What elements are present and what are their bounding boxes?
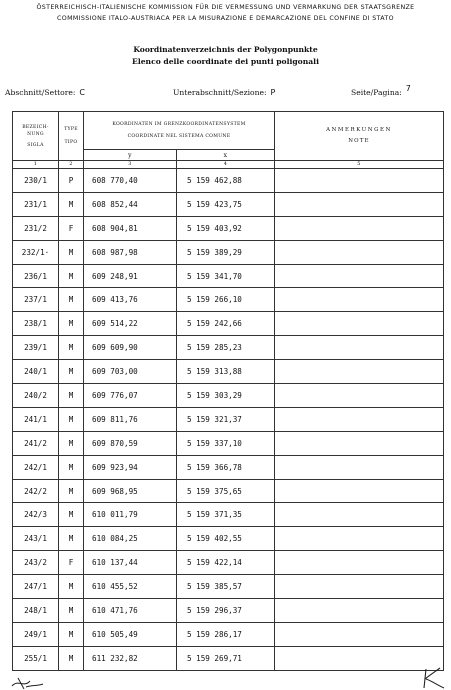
coord-x: 5 159 371,35 bbox=[177, 503, 275, 527]
coord-x: 5 159 341,70 bbox=[177, 264, 275, 288]
table-row bbox=[13, 169, 444, 193]
point-id: 241/1 bbox=[13, 407, 59, 431]
point-type: M bbox=[59, 455, 84, 479]
point-type: M bbox=[59, 264, 84, 288]
note-cell bbox=[275, 288, 444, 312]
coord-x: 5 159 385,57 bbox=[177, 575, 275, 599]
header-x: x bbox=[177, 150, 275, 161]
coord-y: 610 455,52 bbox=[84, 575, 177, 599]
col-number: 3 bbox=[84, 161, 177, 169]
coord-x: 5 159 269,71 bbox=[177, 646, 275, 670]
note-cell bbox=[275, 455, 444, 479]
point-type: F bbox=[59, 551, 84, 575]
point-type: M bbox=[59, 599, 84, 623]
coord-y: 608 904,81 bbox=[84, 216, 177, 240]
table-row bbox=[13, 192, 444, 216]
header-tipo-line: TYPE bbox=[64, 127, 78, 132]
table-row bbox=[13, 312, 444, 336]
note-cell bbox=[275, 407, 444, 431]
point-id: 243/2 bbox=[13, 551, 59, 575]
coord-y: 609 413,76 bbox=[84, 288, 177, 312]
note-cell bbox=[275, 479, 444, 503]
table-row bbox=[13, 646, 444, 670]
point-type: M bbox=[59, 407, 84, 431]
abschnitt-value: C bbox=[79, 88, 86, 97]
header-sigla bbox=[13, 112, 59, 161]
point-id: 248/1 bbox=[13, 599, 59, 623]
point-id: 238/1 bbox=[13, 312, 59, 336]
coord-y: 611 232,82 bbox=[84, 646, 177, 670]
coord-x: 5 159 242,66 bbox=[177, 312, 275, 336]
coord-y: 609 811,76 bbox=[84, 407, 177, 431]
col-number: 2 bbox=[59, 161, 84, 169]
col-number: 4 bbox=[177, 161, 275, 169]
point-id: 230/1 bbox=[13, 169, 59, 193]
coord-y: 610 505,49 bbox=[84, 622, 177, 646]
note-cell bbox=[275, 240, 444, 264]
handwritten-initials-left bbox=[10, 676, 44, 690]
coord-y: 610 011,79 bbox=[84, 503, 177, 527]
coord-x: 5 159 389,29 bbox=[177, 240, 275, 264]
coord-x: 5 159 375,65 bbox=[177, 479, 275, 503]
point-type: M bbox=[59, 312, 84, 336]
point-type: M bbox=[59, 503, 84, 527]
point-type: M bbox=[59, 575, 84, 599]
note-cell bbox=[275, 431, 444, 455]
table-row bbox=[13, 479, 444, 503]
table-row bbox=[13, 264, 444, 288]
point-id: 247/1 bbox=[13, 575, 59, 599]
header-sigla-line: BEZEICH- bbox=[22, 124, 49, 130]
table-row bbox=[13, 575, 444, 599]
point-id: 241/2 bbox=[13, 431, 59, 455]
point-type: P bbox=[59, 169, 84, 193]
table-row bbox=[13, 503, 444, 527]
coord-y: 609 609,90 bbox=[84, 336, 177, 360]
col-number: 1 bbox=[13, 161, 59, 169]
point-type: M bbox=[59, 240, 84, 264]
header-coordinates bbox=[84, 112, 275, 150]
header-sigla-line: SIGLA bbox=[27, 142, 44, 148]
coord-x: 5 159 321,37 bbox=[177, 407, 275, 431]
table-row bbox=[13, 622, 444, 646]
header-sigla-line: NUNG bbox=[27, 131, 44, 137]
coord-y: 609 923,94 bbox=[84, 455, 177, 479]
header-notes-line: NOTE bbox=[348, 138, 370, 144]
point-type: M bbox=[59, 384, 84, 408]
table-row bbox=[13, 288, 444, 312]
point-id: 242/3 bbox=[13, 503, 59, 527]
point-id: 240/1 bbox=[13, 360, 59, 384]
note-cell bbox=[275, 646, 444, 670]
coord-y: 609 870,59 bbox=[84, 431, 177, 455]
handwritten-initials-right bbox=[420, 667, 446, 689]
point-id: 242/2 bbox=[13, 479, 59, 503]
unterabschnitt-value: P bbox=[270, 88, 276, 97]
coord-y: 610 137,44 bbox=[84, 551, 177, 575]
coord-x: 5 159 303,29 bbox=[177, 384, 275, 408]
point-id: 231/2 bbox=[13, 216, 59, 240]
coord-x: 5 159 313,88 bbox=[177, 360, 275, 384]
point-type: M bbox=[59, 360, 84, 384]
note-cell bbox=[275, 551, 444, 575]
coord-y: 608 770,40 bbox=[84, 169, 177, 193]
table-row bbox=[13, 216, 444, 240]
table-row bbox=[13, 551, 444, 575]
note-cell bbox=[275, 360, 444, 384]
coord-y: 609 514,22 bbox=[84, 312, 177, 336]
point-id: 242/1 bbox=[13, 455, 59, 479]
header-notes-line: ANMERKUNGEN bbox=[326, 127, 392, 133]
note-cell bbox=[275, 384, 444, 408]
coordinate-table bbox=[12, 111, 444, 671]
col-number: 5 bbox=[275, 161, 444, 169]
header-y: y bbox=[84, 150, 177, 161]
note-cell bbox=[275, 192, 444, 216]
coord-x: 5 159 403,92 bbox=[177, 216, 275, 240]
note-cell bbox=[275, 599, 444, 623]
coord-x: 5 159 402,55 bbox=[177, 527, 275, 551]
table-row bbox=[13, 407, 444, 431]
point-id: 243/1 bbox=[13, 527, 59, 551]
point-id: 240/2 bbox=[13, 384, 59, 408]
point-type: M bbox=[59, 622, 84, 646]
document-title-italian: Elenco delle coordinate dei punti poligonali bbox=[132, 57, 319, 66]
point-type: M bbox=[59, 527, 84, 551]
commission-title-german: ÖSTERREICHISCH-ITALIENISCHE KOMMISSION FÜR DIE VERMESSUNG UND VERMARKUNG DER STAATSGRENZE bbox=[36, 4, 415, 11]
point-type: M bbox=[59, 431, 84, 455]
header-tipo bbox=[59, 112, 84, 161]
point-type: M bbox=[59, 192, 84, 216]
note-cell bbox=[275, 169, 444, 193]
coord-x: 5 159 337,10 bbox=[177, 431, 275, 455]
coord-x: 5 159 462,88 bbox=[177, 169, 275, 193]
coord-x: 5 159 296,37 bbox=[177, 599, 275, 623]
coord-y: 609 776,07 bbox=[84, 384, 177, 408]
coord-x: 5 159 422,14 bbox=[177, 551, 275, 575]
header-notes bbox=[275, 112, 444, 161]
table-row bbox=[13, 384, 444, 408]
point-type: M bbox=[59, 336, 84, 360]
note-cell bbox=[275, 527, 444, 551]
coord-x: 5 159 286,17 bbox=[177, 622, 275, 646]
table-row bbox=[13, 336, 444, 360]
point-id: 232/1· bbox=[13, 240, 59, 264]
coord-x: 5 159 366,78 bbox=[177, 455, 275, 479]
coord-y: 609 968,95 bbox=[84, 479, 177, 503]
coord-x: 5 159 423,75 bbox=[177, 192, 275, 216]
note-cell bbox=[275, 312, 444, 336]
coord-x: 5 159 285,23 bbox=[177, 336, 275, 360]
table-row bbox=[13, 455, 444, 479]
table-row bbox=[13, 599, 444, 623]
coord-x: 5 159 266,10 bbox=[177, 288, 275, 312]
document-title-german: Koordinatenverzeichnis der Polygonpunkte bbox=[133, 45, 318, 54]
seite-label: Seite/Pagina: bbox=[351, 88, 402, 97]
coord-y: 609 703,00 bbox=[84, 360, 177, 384]
seite-field bbox=[351, 84, 411, 97]
coord-y: 608 852,44 bbox=[84, 192, 177, 216]
point-id: 236/1 bbox=[13, 264, 59, 288]
unterabschnitt-field bbox=[173, 88, 275, 97]
abschnitt-label: Abschnitt/Settore: bbox=[5, 88, 76, 97]
coord-y: 609 248,91 bbox=[84, 264, 177, 288]
point-id: 249/1 bbox=[13, 622, 59, 646]
table-row bbox=[13, 360, 444, 384]
note-cell bbox=[275, 264, 444, 288]
seite-value: 7 bbox=[405, 84, 411, 93]
table-row bbox=[13, 527, 444, 551]
note-cell bbox=[275, 503, 444, 527]
header-coordinates-line: COORDINATE NEL SISTEMA COMUNE bbox=[127, 134, 231, 139]
point-type: F bbox=[59, 216, 84, 240]
point-id: 237/1 bbox=[13, 288, 59, 312]
point-id: 231/1 bbox=[13, 192, 59, 216]
unterabschnitt-label: Unterabschnitt/Sezione: bbox=[173, 88, 267, 97]
commission-title-italian: COMMISSIONE ITALO-AUSTRIACA PER LA MISURAZIONE E DEMARCAZIONE DEL CONFINE DI STATO bbox=[57, 15, 394, 22]
table-row bbox=[13, 431, 444, 455]
note-cell bbox=[275, 216, 444, 240]
note-cell bbox=[275, 336, 444, 360]
coord-y: 610 471,76 bbox=[84, 599, 177, 623]
note-cell bbox=[275, 575, 444, 599]
point-type: M bbox=[59, 288, 84, 312]
point-id: 255/1 bbox=[13, 646, 59, 670]
note-cell bbox=[275, 622, 444, 646]
table-row bbox=[13, 240, 444, 264]
point-id: 239/1 bbox=[13, 336, 59, 360]
point-type: M bbox=[59, 479, 84, 503]
point-type: M bbox=[59, 646, 84, 670]
header-tipo-line: TIPO bbox=[64, 140, 78, 145]
abschnitt-field bbox=[5, 88, 85, 97]
coord-y: 608 987,98 bbox=[84, 240, 177, 264]
coord-y: 610 084,25 bbox=[84, 527, 177, 551]
header-coordinates-line: KOORDINATEN IM GRENZKOORDINATENSYSTEM bbox=[112, 122, 246, 127]
